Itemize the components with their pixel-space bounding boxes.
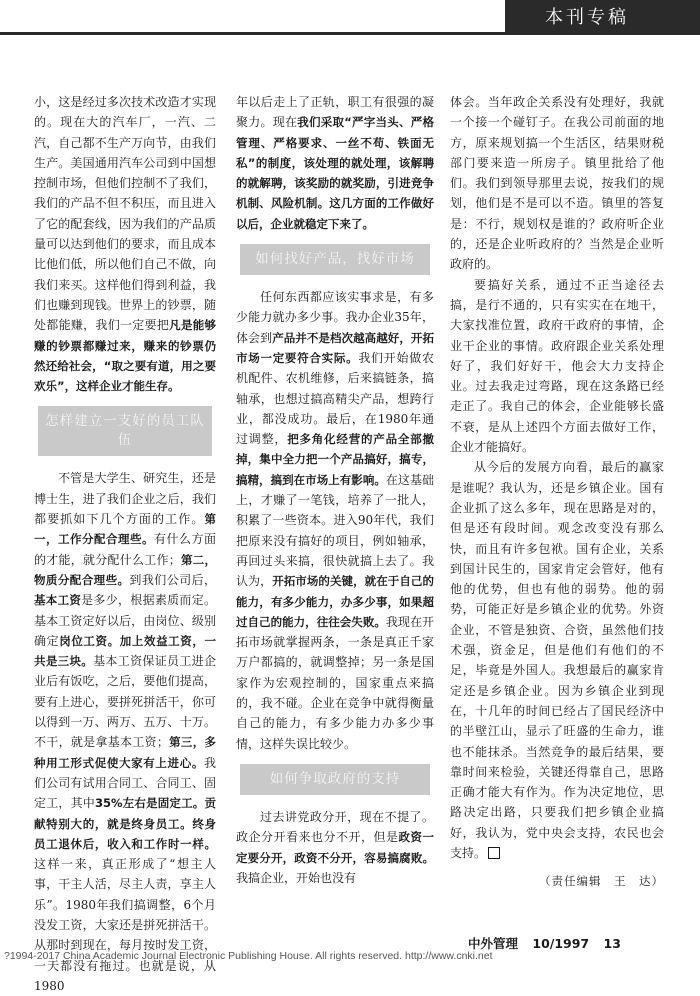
paragraph: 小，这是经过多次技术改造才实现的。现在大的汽车厂，一汽、二汽，自己都不生产万向节，由我们生产。美国通用汽车公司到中国想控制市场，但他们控制不了我们，我们的产品不但不积压，而且进入了它的配套线，因为我们的产品质量可以达到他们的要求，而且成本比他们低，所以他们自己不做，向我们来买。这样他们得到利益，我们也赚到现钱。世界上的钞票，随处都能赚，我们一定要把凡是能够赚的钞票都赚过来，赚来的钞票仍然还给社会，“取之要有道，用之要欢乐”，这样企业才能生存。 xyxy=(34,95,216,394)
subheading: 如何找好产品，找好市场 xyxy=(240,244,430,275)
column-2 xyxy=(236,92,434,888)
issue-number: 10/1997 xyxy=(532,936,590,951)
magazine-name: 中外管理 xyxy=(468,936,519,951)
page-number: 13 xyxy=(603,936,621,951)
paragraph: 年以后走上了正轨，职工有很强的凝聚力。现在我们采取“严字当头、严格管理、严格要求、一丝不苟、铁面无私”的制度，该处理的就处理，该解聘的就解聘，该奖励的就奖励，引进竞争机制、风险机制。这几方面的工作做好以后，企业就稳定下来了。 xyxy=(236,95,434,231)
section-header xyxy=(505,0,700,32)
end-mark-icon xyxy=(488,847,500,859)
subheading: 如何争取政府的支持 xyxy=(240,764,430,795)
paragraph: 从今后的发展方向看，最后的赢家是谁呢？我认为，还是乡镇企业。国有企业抓了这么多年，现在思路是对的，但是还有段时间。观念改变没有那么快，而且有许多包袱。国有企业，关系到国计民生的，国家肯定会管好，他有他的优势，但也有他的弱势。他的弱势，可能正好是乡镇企业的优势。外资企业，不管是独资、合资，虽然他们技术强，资金足，但是他们有他们的不足，毕竟是外国人。我想最后的赢家肯定还是乡镇企业。因为乡镇企业到现在，十几年的时间已经占了国民经济中的半壁江山，显示了旺盛的生命力，谁也不能抹杀。当然竞争的最后结果，要靠时间来检验，关键还得靠自己，思路正确才能大有作为。作为决定地位，思路决定出路，只要我们把乡镇企业搞好，我认为，党中央会支持，农民也会支持。 xyxy=(450,460,664,860)
header-rule xyxy=(0,32,700,35)
paragraph: 要搞好关系，通过不正当途径去搞，是行不通的，只有实实在在地干，大家找准位置，政府干政府的事情，企业干企业的事情。政府跟企业关系处理好了，我们好好干，他会大力支持企业。过去我走过弯路，现在这条路已经走正了。我自己的体会，企业能够长盛不衰，是从上述四个方面去做好工作，企业才能搞好。 xyxy=(450,277,664,455)
subheading: 怎样建立一支好的员工队伍 xyxy=(38,406,212,456)
editor-credit: （责任编辑 王 达） xyxy=(539,874,664,889)
section-label: 本刊专稿 xyxy=(545,7,629,28)
paragraph: 任何东西都应该实事求是，有多少能力就办多少事。我办企业35年，体会到产品并不是档次越高越好，开拓市场一定要符合实际。我们开始做农机配件、农机维修，后来搞链条，搞轴承，也想过搞高精尖产品，想跨行业，都没成功。最后，在1980年通过调整，把多角化经营的产品全部撤掉，集中全力把一个产品搞好，搞专，搞精，搞到在市场上有影响。在这基础上，才赚了一笔钱，培养了一批人，积累了一些资本。进入90年代，我们把原来没有搞好的项目，例如轴承，再回过头来搞，很快就搞上去了。我认为，开拓市场的关键，就在于自己的能力，有多少能力，办多少事，如果超过自己的能力，往往会失败。我现在开拓市场就掌握两条，一条是真正千家万户都搞的，就调整掉；另一条是国家作为宏观控制的，国家重点来搞的，我不碰。企业在竞争中就得衡量自己的能力，有多少能力办多少事情，这样失误比较少。 xyxy=(236,290,434,751)
column-1 xyxy=(34,92,216,996)
paragraph: 不管是大学生、研究生，还是博士生，进了我们企业之后，我们都要抓如下几个方面的工作。第一，工作分配合理些。有什么方面的才能，就分配什么工作；第二，物质分配合理些。到我们公司后，基本工资是多少，根据素质而定。基本工资定好以后，由岗位、级别确定岗位工资。加上效益工资，一共是三块。基本工资保证员工进企业后有饭吃，之后，要他们提高，要有上进心，要拼死拼活干，你可以得到一万、两万、五万、十万。不干，就是拿基本工资；第三，多种用工形式促使大家有上进心。我们公司有试用合同工、合同工、固定工，其中35%左右是固定工。贡献特别大的，就是终身员工。终身员工退休后，收入和工作时一样。这样一来，真正形成了“想主人事，干主人活，尽主人责，享主人乐”。1980年我们搞调整，6个月没发工资，大家还是拼死拼活干。从那时到现在，每月按时发工资，一天都没有拖过。也就是说，从1980 xyxy=(34,471,216,993)
paragraph: 过去讲党政分开，现在不提了。政企分开看来也分不开，但是政资一定要分开，政资不分开，容易搞腐败。我搞企业，开始也没有 xyxy=(236,809,434,885)
copyright-notice: ?1994-2017 China Academic Journal Electronic Publishing House. All rights reserved. http://www.cnki.net xyxy=(4,950,493,962)
paragraph: 体会。当年政企关系没有处理好，我就一个接一个碰钉子。在我公司前面的地方，原来规划搞一个生活区，结果财税部门要来造一所房子。镇里批给了他们。我们到领导那里去说，按我们的规划，他们是不是可以不造。镇里的答复是：不行，规划权是谁的？政府听企业的，还是企业听政府的？当然是企业听政府的。 xyxy=(450,95,664,272)
column-3 xyxy=(450,92,664,892)
